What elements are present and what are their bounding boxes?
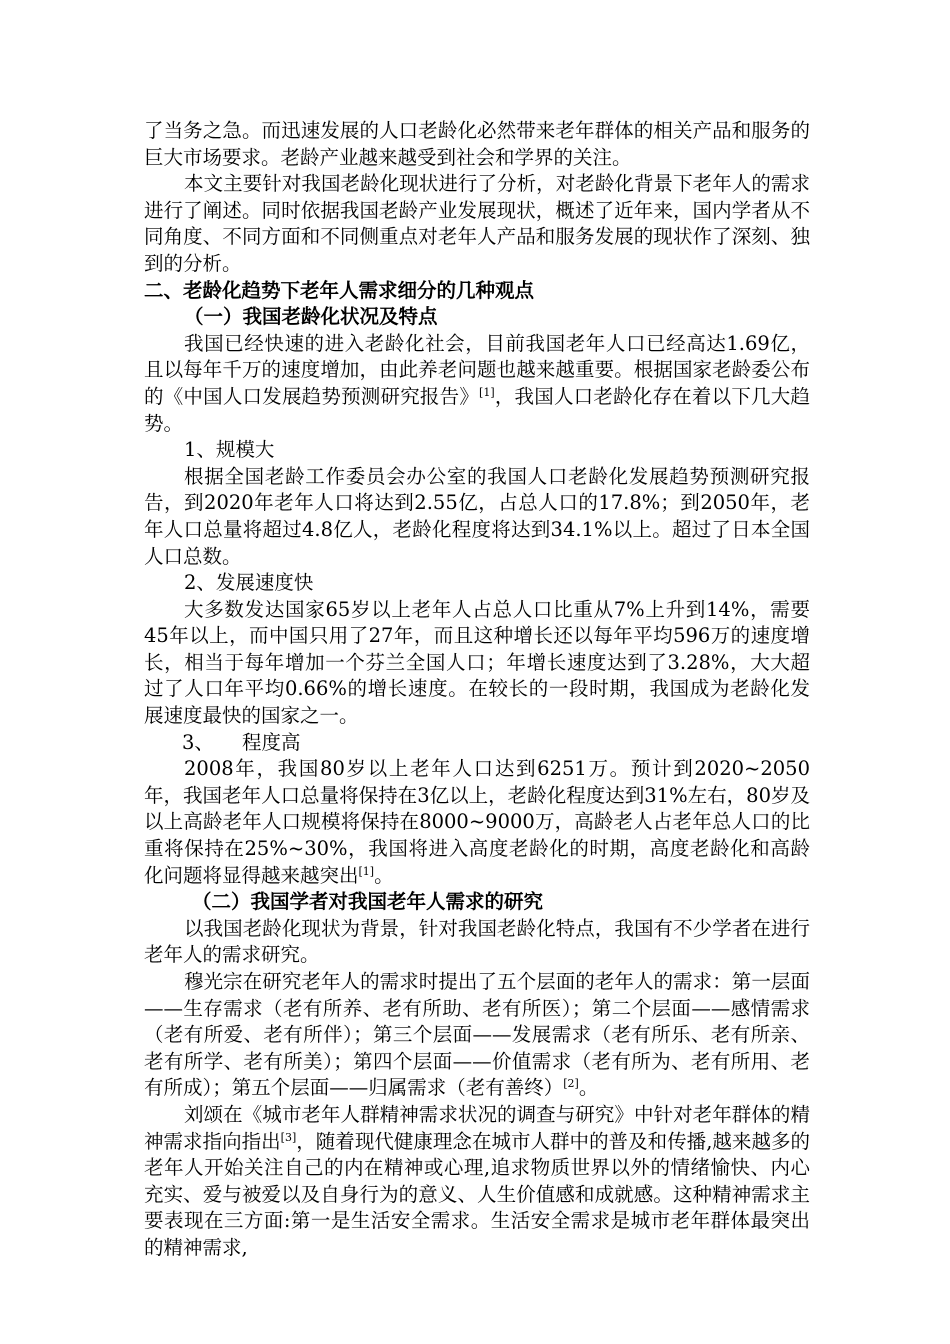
section-heading-2: 二、老龄化趋势下老年人需求细分的几种观点 [144,278,535,302]
subsection-heading-2: （二）我国学者对我国老年人需求的研究 [192,890,544,914]
list-item-heading-degree [144,730,810,757]
paragraph-intro-continued: 了当务之急。而迅速发展的人口老龄化必然带来老年群体的相关产品和服务的巨大市场要求。老龄产业越来越受到社会和学界的关注。 [144,119,810,169]
paragraph-mu-guangzong [144,969,810,1102]
paragraph-aging-status [144,331,810,437]
paragraph-abstract: 本文主要针对我国老龄化现状进行了分析，对老龄化背景下老年人的需求进行了阐述。同时依据我国老龄产业发展现状，概述了近年来，国内学者从不同角度、不同方面和不同侧重点对老年人产品和服务发展的现状作了深刻、独到的分析。 [144,172,810,275]
paragraph-text: 我国已经快速的进入老龄化社会，目前我国老年人口已经高达1.69亿，且以每年千万的速度增加，由此养老问题也越来越重要。根据国家老龄委公布的《中国人口发展趋势预测研究报告》 [144,331,810,408]
citation-ref: [1] [358,864,375,878]
paragraph-liu-song [144,1102,810,1262]
list-item-heading-speed: 2、发展速度快 [184,571,314,595]
paragraph-research-intro: 以我国老龄化现状为背景，针对我国老龄化特点，我国有不少学者在进行老年人的需求研究。 [144,916,810,967]
paragraph-text: 穆光宗在研究老年人的需求时提出了五个层面的老年人的需求：第一层面——生存需求（老有所养、老有所助、老有所医）；第二个层面——感情需求（老有所爱、老有所伴）；第三个层面——发展需求（老有所乐、老有所亲、老有所学、老有所美）；第四个层面——价值需求（老有所为、老有所用、老有所成）；第五个层面——归属需求（老有善终） [144,970,810,1100]
citation-ref: [2] [563,1077,579,1091]
paragraph-text: 刘颂在《城市老年人群精神需求状况的调查与研究》中针对老年群体的精神需求指向指出 [144,1102,810,1153]
citation-ref: [1] [479,385,495,399]
paragraph-text-after: 。 [374,863,394,887]
paragraph-text: 2008年，我国80岁以上老年人口达到6251万。预计到2020~2050年，我国老年人口总量将保持在3亿以上，老龄化程度达到31%左右，80岁及以上高龄老年人口规模将保持在8000~9000万，高龄老人占老年总人口的比重将保持在25%~30%，我国将进入高度老龄化的时期，高度老龄化和高龄化问题将显得越来越突出 [144,757,810,887]
paragraph-scale: 根据全国老龄工作委员会办公室的我国人口老龄化发展趋势预测研究报告，到2020年老年人口将达到2.55亿，占总人口的17.8%；到2050年，老年人口总量将超过4.8亿人，老龄化程度将达到34.1%以上。超过了日本全国人口总数。 [144,464,810,568]
paragraph-degree [144,756,810,889]
list-number: 3、 [182,730,214,754]
paragraph-speed: 大多数发达国家65岁以上老年人占总人口比重从7%上升到14%，需要45年以上，而中国只用了27年，而且这种增长还以每年平均596万的速度增长，相当于每年增加一个芬兰全国人口；年增长速度达到了3.28%，大大超过了人口年平均0.66%的增长速度。在较长的一段时期，我国成为老龄化发展速度最快的国家之一。 [144,597,810,728]
paragraph-text-after: ，我国人口老龄化存在着以下几大趋势。 [144,384,810,435]
list-item-text: 程度高 [242,730,301,754]
paragraph-text-after: 。 [578,1076,599,1100]
document-page [144,118,810,1262]
subsection-heading-1: （一）我国老龄化状况及特点 [184,305,438,329]
list-item-heading-scale: 1、规模大 [184,438,275,462]
paragraph-text-after: ，随着现代健康理念在城市人群中的普及和传播,越来越多的老年人开始关注自己的内在精神或心理,追求物质世界以外的情绪愉快、内心充实、爱与被爱以及自身行为的意义、人生价值感和成就感。这种精神需求主要表现在三方面:第一是生活安全需求。生活安全需求是城市老年群体最突出的精神需求, [144,1129,810,1259]
citation-ref: [3] [280,1130,297,1144]
